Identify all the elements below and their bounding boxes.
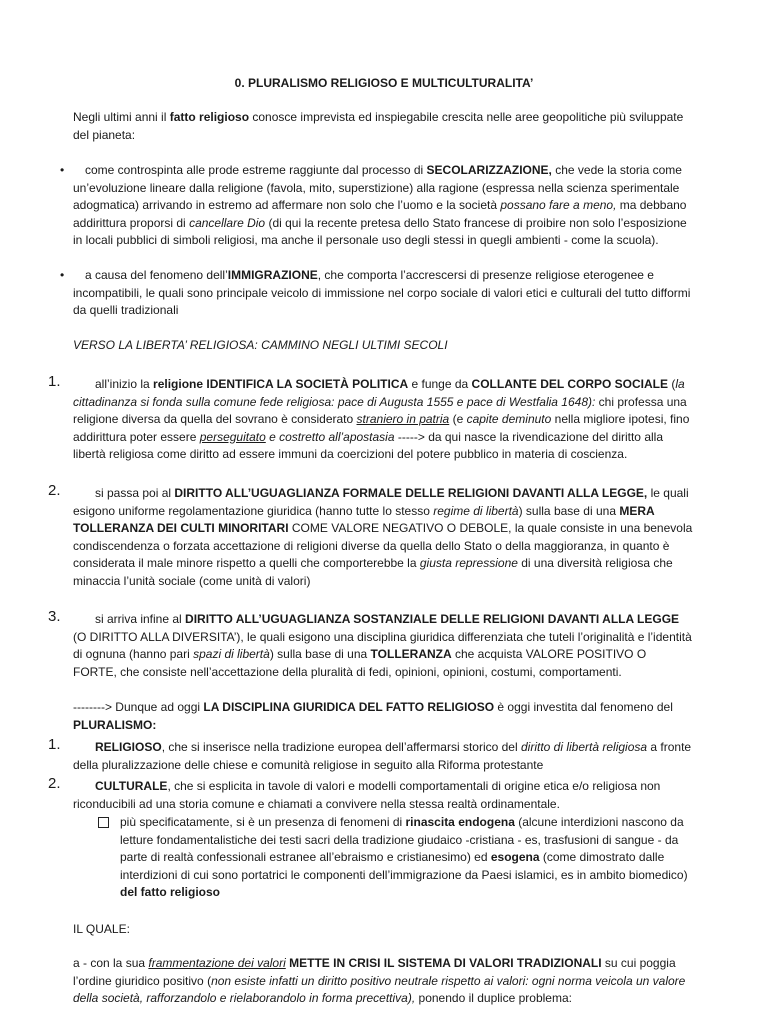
text-run: è oggi investita dal fenomeno del [494, 700, 673, 714]
bullet-marker: • [60, 268, 65, 282]
bold-text: METTE IN CRISI IL SISTEMA DI VALORI TRADIZIONALI [285, 956, 602, 970]
bold-text: esogena [490, 850, 540, 865]
bold-text: RELIGIOSO [95, 740, 162, 754]
list-item-1 [73, 376, 693, 464]
list-item-3 [73, 611, 693, 681]
text-run: che vede la storia come un’evoluzione lineare dalla religione (favola, mito, superstizione) alla ragione (espressa nella scienza sperimentale adogmatica) arrivando in estremo ad affermare non solo che l’uomo e la società [73, 163, 682, 213]
italic-text: spazi di libertà [193, 647, 270, 662]
text-run: (alcune interdizioni nascono da letture fondamentalistiche dei testi sacri della tradizione giudaico -cristiana - es, trasfusioni di sangue - da parte di realtà confessionali estranee all’ebraismo e cristianesimo) ed [120, 815, 684, 865]
pluralism-religioso [73, 739, 693, 774]
bold-text: DIRITTO ALL’UGUAGLIANZA FORMALE DELLE RELIGIONI DAVANTI ALLA LEGGE, [174, 486, 648, 500]
text-run: IL QUALE: [73, 922, 130, 936]
text-run: -----> da qui nasce la rivendicazione del diritto alla libertà religiosa come diritto ad essere immuni da coercizioni del potere pubblico in materia di coscienza. [73, 429, 663, 462]
bold-text: fatto religioso [169, 110, 250, 124]
text-run: , che comporta l’accrescersi di presenze religiose eterogenee e incompatibili, le quali sono principale veicolo di immissione nel corpo sociale di valori etici e culturali del tutto difformi da quelli tradizionali [73, 268, 691, 318]
bold-text: MERA TOLLERANZA DEI CULTI MINORITARI [73, 503, 655, 536]
italic-text [148, 956, 285, 970]
list-number: 2. [48, 775, 61, 792]
text-run: --------> Dunque ad oggi [73, 700, 204, 714]
bullet-immigrazione [73, 267, 693, 320]
bold-text: LA DISCIPLINA GIURIDICA DEL FATTO RELIGIOSO [203, 700, 495, 714]
text-run: (O DIRITTO ALLA DIVERSITA’), le quali esigono una disciplina giuridica differenziata che tuteli l’originalità e l’identità di ognuna (hanno pari [73, 629, 692, 662]
text-run: più specificatamente, si è un presenza di fenomeni di [120, 815, 406, 829]
text-run: ( [668, 377, 676, 391]
pluralism-culturale [73, 778, 693, 813]
text-run: (e [449, 412, 467, 427]
text-run: , che si inserisce nella tradizione europea dell’affermarsi storico del [161, 740, 521, 754]
text-run: e funge da [408, 377, 472, 391]
bold-text: religione IDENTIFICA LA SOCIETÀ POLITICA [153, 377, 409, 391]
italic-text: la cittadinanza si fonda sulla comune fede religiosa: pace di Augusta 1555 e pace di Westfalia 1648): [73, 377, 685, 409]
il-quale-label [73, 921, 693, 939]
underlined-text: straniero in patria [356, 412, 450, 427]
italic-text: e costretto all’apostasia [265, 429, 395, 444]
italic-text: diritto di libertà religiosa [520, 740, 648, 754]
text-run: (di qui la recente pretesa dello Stato francese di proibire non solo l’esposizione in locali pubblici di simboli religiosi, ma anche il personale uso degli stessi in quegli ambienti - come la scuola). [73, 215, 687, 248]
text-run: si arriva infine al [95, 612, 186, 626]
checkbox-icon [98, 817, 109, 828]
text-run: ) sulla base di una [518, 503, 620, 518]
text-run: all’inizio la [95, 377, 154, 391]
text-run: a fronte della pluralizzazione delle chiese e comunità religiose in seguito alla Riforma protestante [73, 740, 692, 772]
text-run: chi professa una religione diversa da quella del sovrano è considerato [73, 394, 687, 427]
bullet-marker: • [60, 163, 65, 177]
bold-text: DIRITTO ALL’UGUAGLIANZA SOSTANZIALE DELLE RELIGIONI DAVANTI ALLA LEGGE [185, 612, 680, 626]
bold-text: PLURALISMO: [73, 717, 157, 732]
conclusion-paragraph [73, 699, 693, 734]
text-run: ma debbano addirittura proporsi di [73, 198, 687, 230]
bold-text: rinascita endogena [405, 815, 515, 829]
intro-paragraph [73, 109, 693, 144]
italic-text [200, 430, 266, 444]
list-number: 1. [48, 736, 61, 753]
text-run: nella migliore ipotesi, fino addirittura poter essere [73, 412, 690, 444]
list-number: 1. [48, 373, 61, 390]
text-run: che acquista VALORE POSITIVO O FORTE, che consiste nell’accettazione della pluralità di fedi, opinioni, opinioni, costumi, comportamenti. [73, 647, 647, 679]
text-run: su cui poggia l’ordine giuridico positivo ( [73, 956, 676, 988]
text-run: le quali esigono uniforme regolamentazione giuridica (hanno tutte lo stesso [73, 486, 689, 518]
italic-text: VERSO LA LIBERTA’ RELIGIOSA: CAMMINO NEGLI ULTIMI SECOLI [73, 338, 448, 352]
bold-text: CULTURALE [95, 779, 168, 793]
italic-text: possano fare a meno, [500, 198, 617, 213]
underlined-text: frammentazione dei valori [148, 956, 286, 970]
page-title [0, 75, 768, 93]
bold-text: COLLANTE DEL CORPO SOCIALE [471, 377, 668, 391]
text-run: a causa del fenomeno dell’ [85, 268, 228, 282]
italic-text: non esiste infatti un diritto positivo neutrale rispetto ai valori: ogni norma veicola un valore della società, rafforzandolo e rielaborandolo in forma precettiva), [73, 973, 686, 1006]
italic-text: giusta repressione [419, 556, 518, 571]
text-run: si passa poi al [95, 486, 175, 500]
underlined-text: perseguitato [199, 429, 266, 444]
text-run: ) sulla base di una [269, 647, 371, 662]
sub-item-fenomeni [120, 814, 690, 902]
text-run: come controspinta alle prode estreme raggiunte dal processo di [85, 163, 427, 177]
bold-text: 0. PLURALISMO RELIGIOSO E MULTICULTURALITA’ [234, 76, 534, 90]
text-run: , che si esplicita in tavole di valori e modelli comportamentali di origine etica e/o religiosa non riconducibili ad una storia comune e chiamati a convivere nella stessa realtà ordinamentale. [73, 779, 661, 811]
bold-text: SECOLARIZZAZIONE, [426, 163, 552, 177]
text-run: a - con la sua [73, 956, 149, 970]
text-run: COME VALORE NEGATIVO O DEBOLE, la quale consiste in una benevola condiscendenza o forzata accettazione di religioni diverse da quella dello Stato o della maggioranza, in quanto è considerata il male minore rispetto a quelli che comporterebbe la [73, 521, 693, 571]
text-run: di una diversità religiosa che minaccia l’unità sociale (come unità di valori) [73, 556, 673, 588]
bold-text: IMMIGRAZIONE [227, 268, 318, 282]
list-number: 3. [48, 608, 61, 625]
bold-text: del fatto religioso [120, 885, 221, 900]
text-run: ponendo il duplice problema: [415, 991, 572, 1006]
bold-text: TOLLERANZA [370, 647, 452, 662]
text-run: conosce imprevista ed inspiegabile crescita nelle aree geopolitiche più sviluppate del pianeta: [73, 110, 684, 142]
italic-text: cancellare Dio [189, 215, 266, 230]
bullet-secolarizzazione [73, 162, 688, 250]
list-number: 2. [48, 482, 61, 499]
final-paragraph [73, 955, 698, 1008]
section-heading [73, 337, 693, 355]
text-run: (come dimostrato dalle interdizioni di cui sono portatrici le componenti dell’immigrazione da Paesi islamici, es in ambito biomedico) [120, 850, 688, 882]
italic-text: regime di libertà [433, 503, 519, 518]
text-run: Negli ultimi anni il [73, 110, 170, 124]
list-item-2 [73, 485, 693, 591]
italic-text [357, 412, 450, 426]
italic-text: capite deminuto [466, 412, 552, 427]
